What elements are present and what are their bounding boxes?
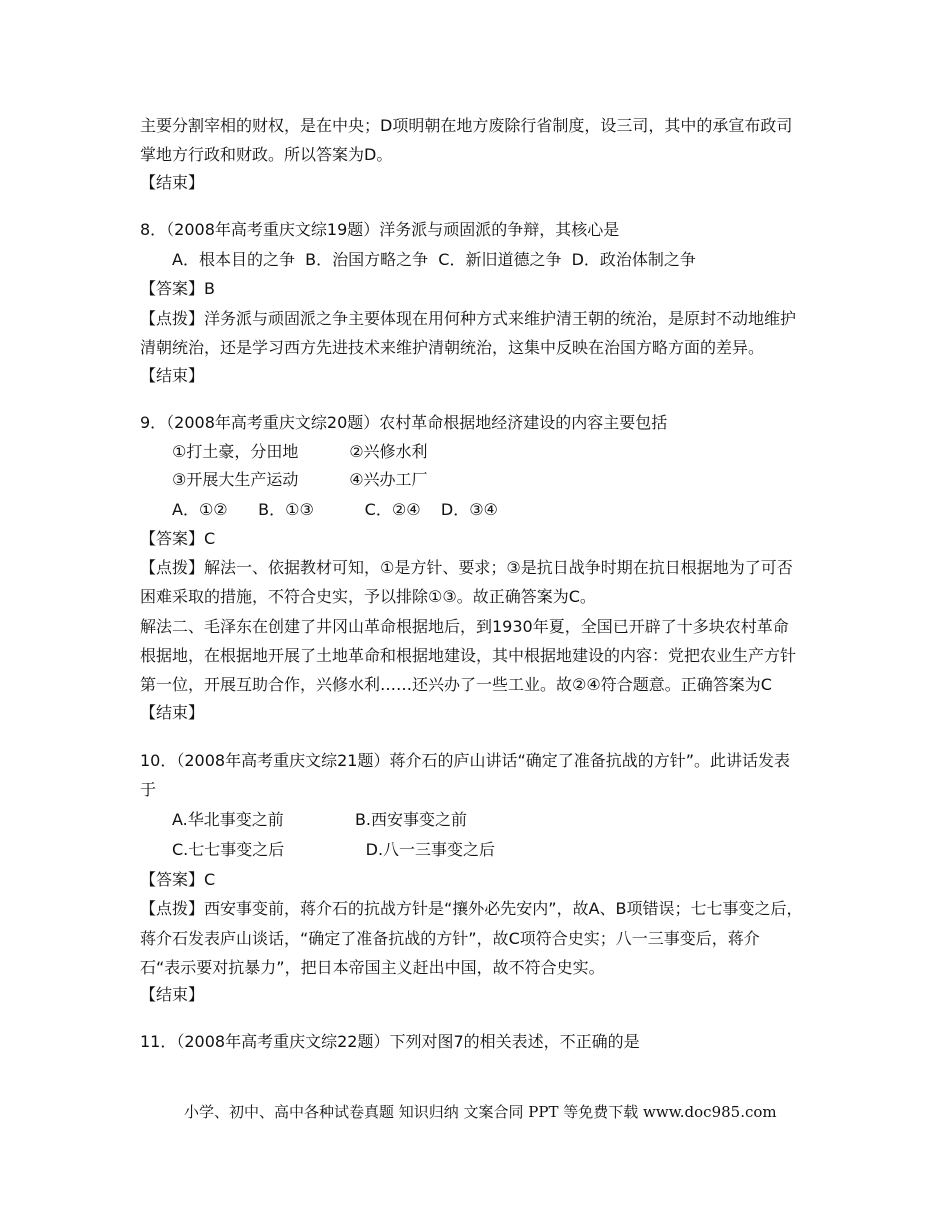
question-8: 8．（2008年高考重庆文综19题）洋务派与顽固派的争辩，其核心是 [140, 220, 620, 239]
text-line: 主要分割宰相的财权，是在中央；D项明朝在地方废除行省制度，设三司，其中的承宣布政司 [140, 116, 793, 135]
page-footer: 小学、初中、高中各种试卷真题 知识归纳 文案合同 PPT 等免费下载 www.doc985.com [184, 1103, 777, 1121]
question-9-items: ①打土豪，分田地 ②兴修水利 [172, 442, 428, 461]
question-8-options: A．根本目的之争 B．治国方略之争 C．新旧道德之争 D．政治体制之争 [172, 250, 696, 269]
explanation-10: 石“表示要对抗暴力”，把日本帝国主义赶出中国，故不符合史实。 [140, 958, 605, 977]
explanation-9: 【点拨】解法一、依据教材可知，①是方针、要求；③是抗日战争时期在抗日根据地为了可否 [140, 558, 793, 577]
answer-10: 【答案】C [140, 870, 216, 889]
question-9-options: A．①② B．①③ C．②④ D．③④ [172, 500, 498, 519]
text-line: 掌地方行政和财政。所以答案为D。 [140, 145, 393, 164]
explanation-10: 蒋介石发表庐山谈话，“确定了准备抗战的方针”，故C项符合史实；八一三事变后，蒋介 [140, 929, 760, 948]
explanation-9: 根据地，在根据地开展了土地革命和根据地建设，其中根据地建设的内容：党把农业生产方针 [140, 646, 797, 665]
explanation-9: 困难采取的措施，不符合史实，予以排除①③。故正确答案为C。 [140, 587, 596, 606]
explanation-10: 【点拨】西安事变前，蒋介石的抗战方针是“攘外必先安内”，故A、B项错误；七七事变之后， [140, 899, 803, 918]
question-10-options: A.华北事变之前 B.西安事变之前 [172, 810, 468, 829]
end-marker: 【结束】 [140, 366, 205, 385]
question-10-options: C.七七事变之后 D.八一三事变之后 [172, 840, 496, 859]
question-10: 于 [140, 780, 157, 799]
end-marker: 【结束】 [140, 703, 205, 722]
explanation-9: 解法二、毛泽东在创建了井冈山革命根据地后，到1930年夏，全国已开辟了十多块农村革命 [140, 617, 789, 636]
question-10: 10．（2008年高考重庆文综21题）蒋介石的庐山讲话“确定了准备抗战的方针”。此讲话发表 [140, 751, 791, 770]
answer-9: 【答案】C [140, 529, 216, 548]
answer-8: 【答案】B [140, 279, 215, 298]
question-9: 9．（2008年高考重庆文综20题）农村革命根据地经济建设的内容主要包括 [140, 413, 668, 432]
end-marker: 【结束】 [140, 173, 205, 192]
explanation-8: 清朝统治，还是学习西方先进技术来维护清朝统治，这集中反映在治国方略方面的差异。 [140, 338, 765, 357]
end-marker: 【结束】 [140, 985, 205, 1004]
explanation-8: 【点拨】洋务派与顽固派之争主要体现在用何种方式来维护清王朝的统治，是原封不动地维护 [140, 309, 797, 328]
question-11: 11．（2008年高考重庆文综22题）下列对图7的相关表述，不正确的是 [140, 1032, 640, 1051]
explanation-9: 第一位，开展互助合作，兴修水利……还兴办了一些工业。故②④符合题意。正确答案为C [140, 675, 772, 694]
question-9-items: ③开展大生产运动 ④兴办工厂 [172, 470, 428, 489]
